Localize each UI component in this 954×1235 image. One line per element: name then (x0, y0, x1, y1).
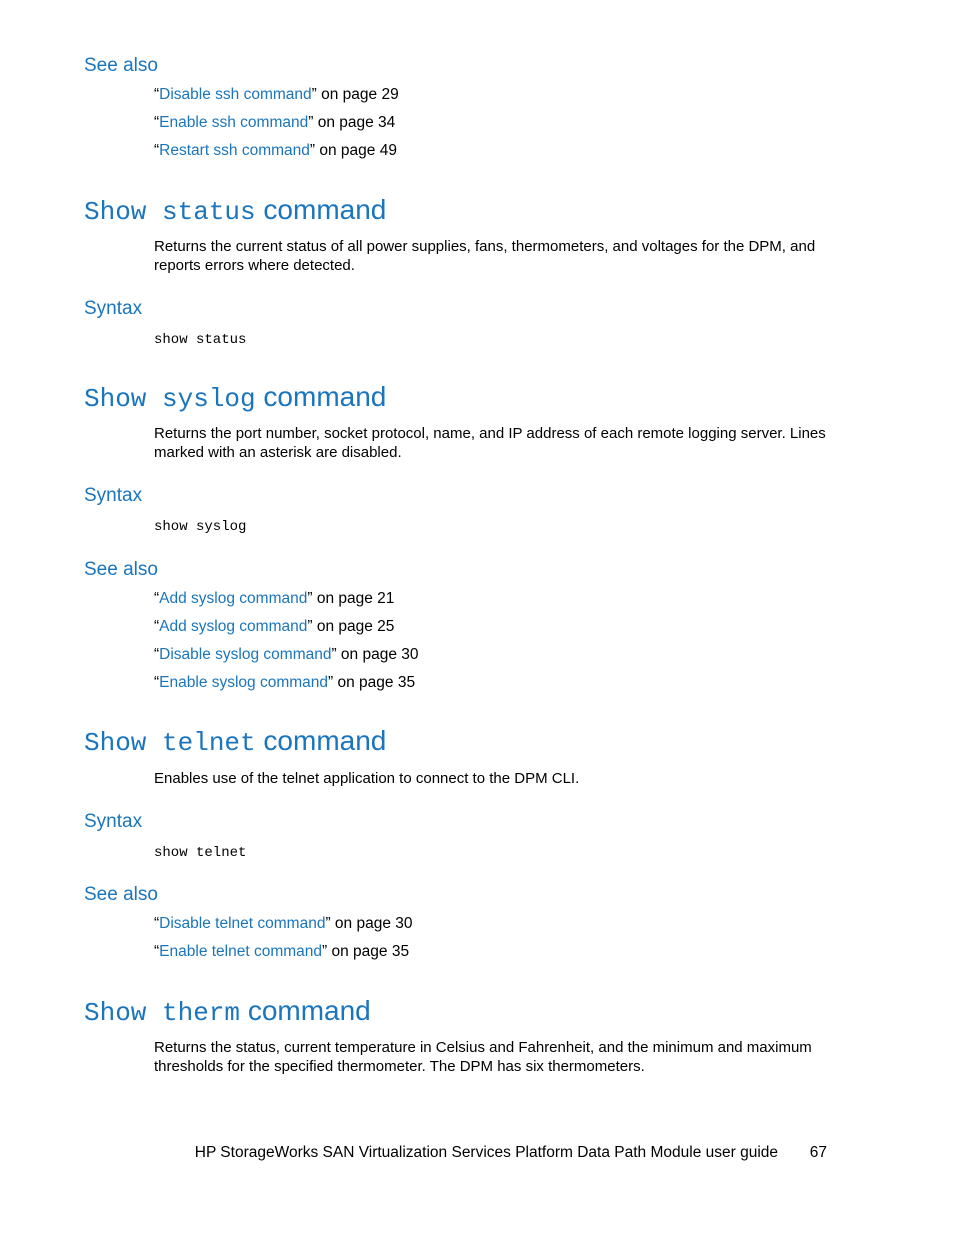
xref-item (154, 647, 419, 663)
heading-command-name: Show status (84, 197, 256, 227)
quote-open: “ (154, 86, 160, 103)
footer-guide-title: HP StorageWorks SAN Virtualization Services Platform Data Path Module user guide (194, 1144, 778, 1161)
quote-open: “ (154, 114, 160, 131)
quote-open: “ (154, 943, 160, 960)
xref-link-add-syslog[interactable]: Add syslog command (159, 590, 308, 607)
xref-link-enable-syslog[interactable]: Enable syslog command (159, 674, 329, 691)
syntax-code: show syslog (154, 519, 247, 535)
xref-page: ” on page 34 (308, 114, 396, 131)
xref-link-enable-ssh[interactable]: Enable ssh command (159, 114, 309, 131)
xref-item (154, 143, 397, 159)
heading-command-word: command (263, 194, 387, 225)
xref-link-disable-ssh[interactable]: Disable ssh command (159, 86, 312, 103)
show-therm-description: Returns the status, current temperature in Celsius and Fahrenheit, and the minimum and maximum thresholds for the specified thermometer. The DPM has six thermometers. (154, 1039, 812, 1075)
show-telnet-description: Enables use of the telnet application to connect to the DPM CLI. (154, 770, 580, 787)
xref-page: ” on page 21 (307, 590, 395, 607)
syntax-heading: Syntax (84, 811, 143, 832)
show-therm-heading (84, 997, 371, 1026)
heading-command-name: Show telnet (84, 728, 256, 758)
quote-open: “ (154, 674, 160, 691)
see-also-heading: See also (84, 884, 158, 905)
heading-command-name: Show syslog (84, 384, 256, 414)
xref-item (154, 591, 394, 607)
syntax-heading: Syntax (84, 485, 143, 506)
xref-page: ” on page 29 (311, 86, 399, 103)
quote-open: “ (154, 590, 160, 607)
see-also-heading: See also (84, 55, 158, 76)
xref-item (154, 87, 399, 103)
footer-page-number: 67 (809, 1144, 827, 1161)
syntax-heading: Syntax (84, 298, 143, 319)
xref-link-add-syslog[interactable]: Add syslog command (159, 618, 308, 635)
xref-link-restart-ssh[interactable]: Restart ssh command (159, 142, 310, 159)
xref-link-enable-telnet[interactable]: Enable telnet command (159, 943, 323, 960)
heading-command-word: command (247, 995, 371, 1026)
heading-command-word: command (263, 381, 387, 412)
xref-item (154, 916, 413, 932)
quote-open: “ (154, 915, 160, 932)
show-status-description: Returns the current status of all power supplies, fans, thermometers, and voltages for the DPM, and reports errors where detected. (154, 238, 816, 274)
show-telnet-heading (84, 727, 386, 756)
xref-item (154, 944, 409, 960)
xref-link-disable-syslog[interactable]: Disable syslog command (159, 646, 332, 663)
quote-open: “ (154, 646, 160, 663)
show-syslog-heading (84, 383, 386, 412)
show-syslog-description: Returns the port number, socket protocol, name, and IP address of each remote logging server. Lines marked with an asterisk are disabled. (154, 425, 826, 461)
xref-item (154, 619, 394, 635)
xref-item (154, 115, 395, 131)
heading-command-word: command (263, 725, 387, 756)
xref-page: ” on page 25 (307, 618, 395, 635)
see-also-heading: See also (84, 559, 158, 580)
xref-item (154, 675, 415, 691)
xref-page: ” on page 49 (309, 142, 397, 159)
syntax-code: show status (154, 332, 247, 348)
xref-page: ” on page 30 (331, 646, 419, 663)
quote-open: “ (154, 618, 160, 635)
heading-command-name: Show therm (84, 998, 241, 1028)
xref-page: ” on page 30 (325, 915, 413, 932)
quote-open: “ (154, 142, 160, 159)
syntax-code: show telnet (154, 845, 247, 861)
xref-page: ” on page 35 (322, 943, 410, 960)
xref-page: ” on page 35 (328, 674, 416, 691)
show-status-heading (84, 196, 386, 225)
xref-link-disable-telnet[interactable]: Disable telnet command (159, 915, 326, 932)
